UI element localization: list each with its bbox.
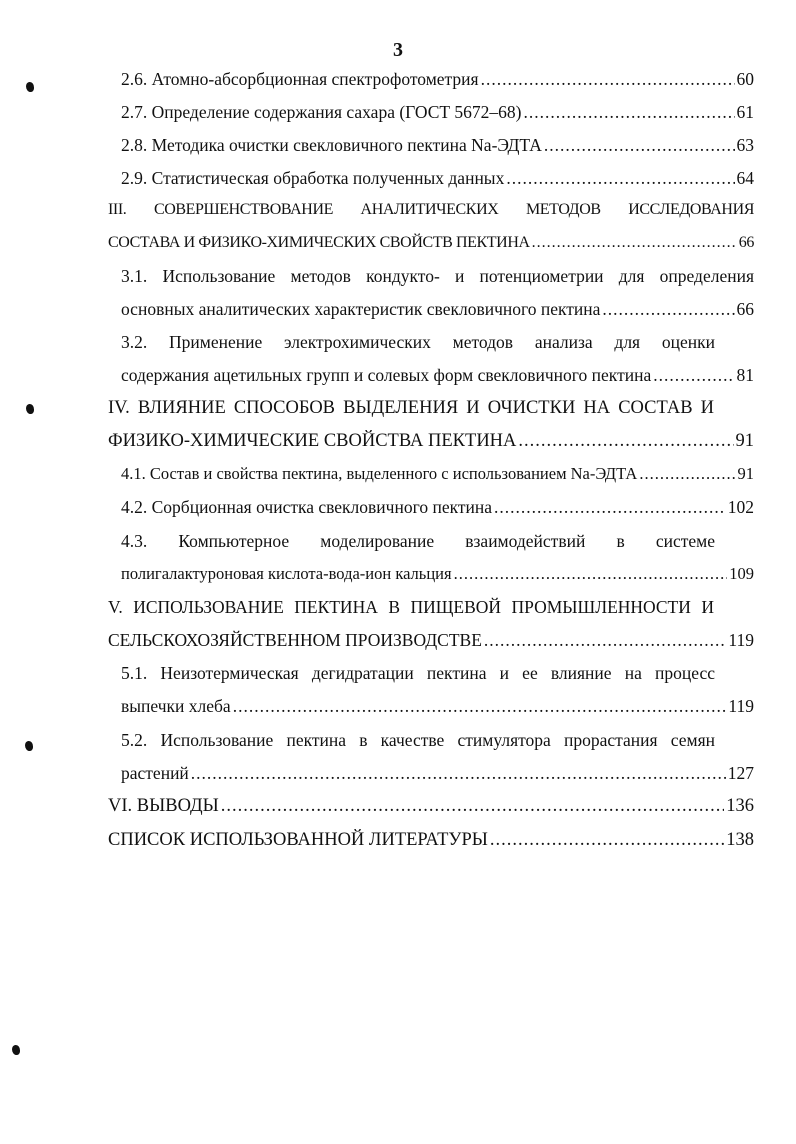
toc-entry-2-9[interactable] bbox=[121, 167, 754, 189]
toc-entry-page: 61 bbox=[736, 102, 754, 122]
leader-dots bbox=[532, 232, 737, 254]
toc-section-3[interactable] bbox=[108, 232, 754, 254]
toc-entry-page: 91 bbox=[735, 431, 754, 451]
toc-entry-title: 2.9. Статистическая обработка полученных данных bbox=[121, 168, 505, 188]
toc-entry-title: 2.6. Атомно-абсорбционная спектрофотометрия bbox=[121, 69, 479, 89]
toc-entry-title: 2.8. Методика очистки свекловичного пектина Na-ЭДТА bbox=[121, 135, 542, 155]
toc-entry-5-1[interactable] bbox=[121, 695, 754, 717]
leader-dots bbox=[544, 134, 735, 156]
toc-section-4[interactable] bbox=[108, 430, 754, 452]
toc-entry-4-3[interactable] bbox=[121, 563, 754, 585]
toc-entry-page: 119 bbox=[728, 696, 754, 716]
toc-entry-page: 138 bbox=[726, 830, 754, 850]
toc-entry-page: 136 bbox=[726, 796, 754, 816]
leader-dots bbox=[454, 563, 728, 585]
toc-section-5-line1[interactable]: V. ИСПОЛЬЗОВАНИЕ ПЕКТИНА В ПИЩЕВОЙ ПРОМЫШЛЕННОСТИ И bbox=[108, 597, 714, 617]
toc-entry-title: 2.7. Определение содержания сахара (ГОСТ 5672–68) bbox=[121, 102, 522, 122]
leader-dots bbox=[506, 167, 734, 189]
leader-dots bbox=[233, 695, 727, 717]
toc-references[interactable] bbox=[108, 829, 754, 851]
toc-entry-title: VI. ВЫВОДЫ bbox=[108, 796, 219, 816]
toc-entry-3-2-line1[interactable]: 3.2. Применение электрохимических методов анализа для оценки bbox=[121, 332, 715, 352]
toc-entry-4-3-line1[interactable]: 4.3. Компьютерное моделирование взаимодействий в системе bbox=[121, 531, 715, 551]
toc-entry-page: 63 bbox=[736, 135, 754, 155]
toc-entry-title: 4.2. Сорбционная очистка свекловичного пектина bbox=[121, 497, 493, 517]
leader-dots bbox=[221, 795, 724, 817]
toc-entry-title: 4.1. Состав и свойства пектина, выделенного с использованием Na-ЭДТА bbox=[121, 464, 638, 483]
toc-entry-page: 102 bbox=[727, 497, 754, 517]
toc-entry-title: выпечки хлеба bbox=[121, 696, 231, 716]
toc-entry-page: 81 bbox=[736, 365, 754, 385]
leader-dots bbox=[494, 496, 726, 518]
toc-section-3-line1[interactable]: III. СОВЕРШЕНСТВОВАНИЕ АНАЛИТИЧЕСКИХ МЕТОДОВ ИССЛЕДОВАНИЯ bbox=[108, 201, 754, 218]
toc-entry-page: 109 bbox=[729, 564, 754, 583]
toc-entry-title: СПИСОК ИСПОЛЬЗОВАННОЙ ЛИТЕРАТУРЫ bbox=[108, 830, 488, 850]
toc-entry-5-2-line1[interactable]: 5.2. Использование пектина в качестве стимулятора прорастания семян bbox=[121, 730, 715, 750]
toc-entry-5-1-line1[interactable]: 5.1. Неизотермическая дегидратации пектина и ее влияние на процесс bbox=[121, 663, 715, 683]
toc-entry-title: основных аналитических характеристик свекловичного пектина bbox=[121, 299, 601, 319]
toc-entry-3-1-line1[interactable]: 3.1. Использование методов кондукто- и потенциометрии для определения bbox=[121, 266, 754, 286]
toc-entry-page: 60 bbox=[736, 69, 754, 89]
toc-entry-2-7[interactable] bbox=[121, 101, 754, 123]
leader-dots bbox=[602, 298, 734, 320]
leader-dots bbox=[490, 829, 724, 851]
toc-entry-title: СОСТАВА И ФИЗИКО-ХИМИЧЕСКИХ СВОЙСТВ ПЕКТИНА bbox=[108, 234, 530, 251]
toc-section-5[interactable] bbox=[108, 629, 754, 651]
toc-entry-5-2[interactable] bbox=[121, 762, 754, 784]
toc-entry-page: 119 bbox=[728, 630, 754, 650]
toc-entry-4-1[interactable] bbox=[121, 463, 754, 485]
toc-entry-page: 64 bbox=[736, 168, 754, 188]
toc-section-6[interactable] bbox=[108, 795, 754, 817]
toc-entry-page: 66 bbox=[738, 234, 754, 251]
page-number: 3 bbox=[393, 39, 403, 61]
leader-dots bbox=[524, 101, 735, 123]
toc-entry-3-2[interactable] bbox=[121, 364, 754, 386]
leader-dots bbox=[481, 68, 735, 90]
toc-entry-page: 91 bbox=[737, 464, 754, 483]
toc-section-4-line1[interactable]: IV. ВЛИЯНИЕ СПОСОБОВ ВЫДЕЛЕНИЯ И ОЧИСТКИ НА СОСТАВ И bbox=[108, 398, 714, 418]
toc-entry-title: растений bbox=[121, 763, 189, 783]
toc-entry-title: содержания ацетильных групп и солевых форм свекловичного пектина bbox=[121, 365, 652, 385]
toc-entry-page: 66 bbox=[736, 299, 754, 319]
leader-dots bbox=[191, 762, 726, 784]
toc-entry-title: СЕЛЬСКОХОЗЯЙСТВЕННОМ ПРОИЗВОДСТВЕ bbox=[108, 630, 482, 650]
toc-entry-title: полигалактуроновая кислота-вода-ион кальция bbox=[121, 564, 452, 583]
toc-entry-4-2[interactable] bbox=[121, 496, 754, 518]
leader-dots bbox=[639, 463, 735, 485]
leader-dots bbox=[518, 430, 733, 452]
toc-entry-page: 127 bbox=[727, 763, 754, 783]
toc-entry-2-6[interactable] bbox=[121, 68, 754, 90]
toc-entry-3-1[interactable] bbox=[121, 298, 754, 320]
leader-dots bbox=[653, 364, 734, 386]
toc-entry-title: ФИЗИКО-ХИМИЧЕСКИЕ СВОЙСТВА ПЕКТИНА bbox=[108, 431, 517, 451]
leader-dots bbox=[484, 629, 726, 651]
toc-entry-2-8[interactable] bbox=[121, 134, 754, 156]
